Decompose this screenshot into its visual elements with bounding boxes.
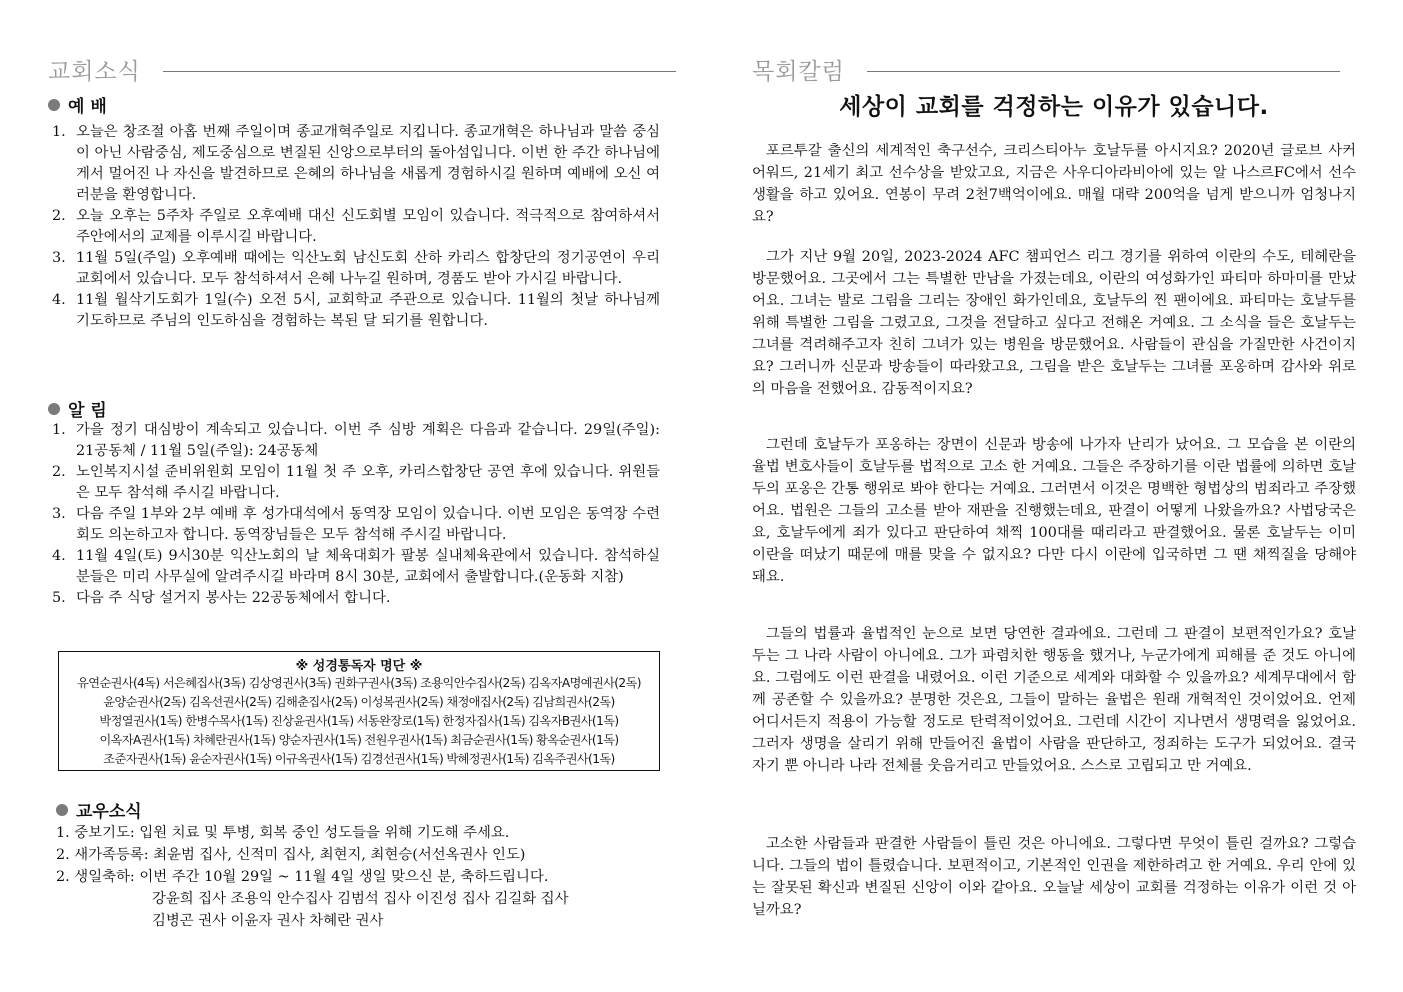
list-item: 1. 중보기도: 입원 치료 및 투병, 회복 중인 성도들을 위해 기도해 주세요. <box>56 825 510 841</box>
bullet-icon <box>56 804 68 816</box>
members-list <box>56 822 660 932</box>
item-number: 2. <box>52 464 66 480</box>
members-heading-label: 교우소식 <box>76 802 142 822</box>
item-text: 11월 월삭기도회가 1일(수) 오전 5시, 교회학교 주관으로 있습니다. 11월의 첫날 하나님께 기도하므로 주님의 인도하심을 경험하는 복된 달 되기를 원합니다. <box>76 292 660 329</box>
list-item <box>48 504 660 546</box>
worship-heading <box>48 92 107 117</box>
item-text: 다음 주일 1부와 2부 예배 후 성가대석에서 동역장 모임이 있습니다. 이번 모임은 동역장 수련회도 의논하고자 합니다. 동역장님들은 모두 참석해 주시길 바랍니다. <box>76 506 660 543</box>
notice-list <box>48 420 660 609</box>
notice-heading <box>48 396 107 421</box>
list-item <box>48 462 660 504</box>
list-item <box>48 122 660 206</box>
birthday-names: 김병곤 권사 이윤자 권사 차혜란 권사 <box>152 913 384 929</box>
column-paragraph: 그들의 법률과 율법적인 눈으로 보면 당연한 결과에요. 그런데 그 판결이 보편적인가요? 호날두는 그 나라 사람이 아니에요. 그가 파렴치한 행동을 했거나, 누군가에게 피해를 준 것도 아니에요. 그럼에도 이런 판결을 내렸어요. 이런 기준으로 세계와 대화할 수 있을까요? 세계무대에서 함께 공존할 수 있을까요? 분명한 것은요, 그들이 말하는 율법은 원래 개혁적인 것이었어요. 언제 어디서든지 적용이 가능할 정도로 탄력적이었어요. 그런데 시간이 지나면서 생명력을 잃었어요. 그러자 생명을 살리기 위해 만들어진 율법이 사람을 판단하고, 정죄하는 도구가 되었어요. 결국 자기 뿐 아니라 나라 전체를 웃음거리고 만들었어요. 스스로 고립되고 만 거예요. <box>752 626 1356 774</box>
header-rule <box>163 71 676 72</box>
item-number: 4. <box>52 548 66 564</box>
header-rule <box>867 71 1340 72</box>
column-paragraph: 고소한 사람들과 판결한 사람들이 틀린 것은 아니에요. 그렇다면 무엇이 틀린 걸까요? 그렇습니다. 그들의 법이 틀렸습니다. 보편적이고, 기본적인 인권을 제한하려고 한 거예요. 우리 안에 있는 잘못된 확신과 변질된 신앙이 이와 같아요. 오늘날 세상이 교회를 걱정하는 이유가 이런 것 아닐까요? <box>752 836 1356 918</box>
item-text: 오늘 오후는 5주차 주일로 오후예배 대신 신도회별 모임이 있습니다. 적극적으로 참여하셔서 주안에서의 교제를 이루시길 바랍니다. <box>76 208 660 245</box>
item-number: 3. <box>52 250 66 266</box>
list-item: 2. 생일축하: 이번 주간 10월 29일 ~ 11월 4일 생일 맞으신 분, 축하드립니다. <box>56 869 549 885</box>
list-item <box>48 546 660 588</box>
item-text: 다음 주 식당 설거지 봉사는 22공동체에서 합니다. <box>76 590 391 606</box>
list-item <box>48 588 660 609</box>
list-item: 2. 새가족등록: 최윤범 집사, 신적미 집사, 최현지, 최현승(서선옥권사 인도) <box>56 847 526 863</box>
pastor-column-title: 목회칼럼 <box>752 58 845 85</box>
bible-reading-box <box>58 651 660 771</box>
list-item <box>48 206 660 248</box>
bullet-icon <box>48 403 60 415</box>
item-text: 오늘은 창조절 아홉 번째 주일이며 종교개혁주일로 지킵니다. 종교개혁은 하나님과 말씀 중심이 아닌 사람중심, 제도중심으로 변질된 신앙으로부터의 돌아섬입니다. 이번 한 주간 하나님에게서 멀어진 나 자신을 발견하므로 은혜의 하나님을 새롭게 경험하시길 원하며 예배에 오신 여러분을 환영합니다. <box>76 124 660 203</box>
item-number: 1. <box>52 124 66 140</box>
column-paragraph: 포르투갈 출신의 세계적인 축구선수, 크리스티아누 호날두를 아시지요? 2020년 글로브 사커 어워드, 21세기 최고 선수상을 받았고요, 지금은 사우디아라비아에 있는 알 나스르FC에서 선수생활을 하고 있어요. 연봉이 무려 2천7백억이에요. 매월 대략 200억을 넘게 받으니까 엄청나지요? <box>752 143 1356 225</box>
church-news-title: 교회소식 <box>48 58 141 85</box>
list-item <box>48 420 660 462</box>
item-text: 11월 4일(토) 9시30분 익산노회의 날 체육대회가 팔봉 실내체육관에서 있습니다. 참석하실 분들은 미리 사무실에 알려주시길 바라며 8시 30분, 교회에서 출발합니다.(운동화 지참) <box>76 548 660 585</box>
worship-heading-label: 예 배 <box>68 97 107 117</box>
item-text: 가을 정기 대심방이 계속되고 있습니다. 이번 주 심방 계획은 다음과 같습니다. 29일(주일): 21공동체 / 11월 5일(주일): 24공동체 <box>76 422 660 459</box>
birthday-names: 강윤희 집사 조용익 안수집사 김범석 집사 이진성 집사 김길화 집사 <box>152 891 569 907</box>
bible-box-line: 이옥자A권사(1독) 차혜란권사(1독) 양순자권사(1독) 전원우권사(1독) 최금순권사(1독) 황옥순권사(1독) <box>99 733 619 747</box>
list-item <box>48 248 660 290</box>
item-number: 2. <box>52 208 66 224</box>
item-number: 1. <box>52 422 66 438</box>
notice-heading-label: 알 림 <box>68 401 107 421</box>
column-headline: 세상이 교회를 걱정하는 이유가 있습니다. <box>839 94 1269 120</box>
church-news-header <box>48 52 676 86</box>
worship-list <box>48 122 660 332</box>
bible-box-line: 유연순권사(4독) 서은혜집사(3독) 김상영권사(3독) 권화구권사(3독) 조용익안수집사(2독) 김옥자A명예권사(2독) <box>77 676 641 690</box>
column-paragraph: 그가 지난 9월 20일, 2023-2024 AFC 챔피언스 리그 경기를 위하여 이란의 수도, 테헤란을 방문했어요. 그곳에서 그는 특별한 만남을 가졌는데요, 이란의 여성화가인 파티마 하마미를 만났어요. 그녀는 발로 그림을 그리는 장애인 화가인데요, 호날두의 찐 팬이에요. 파티마는 호날두를 위해 특별한 그림을 그렸고요, 그것을 전달하고 싶다고 전해온 거예요. 그 소식을 들은 호날두는 그녀를 격려해주고자 친히 그녀가 있는 병원을 방문했어요. 사람들이 관심을 가질만한 사건이지요? 그러니까 신문과 방송들이 따라왔고요, 그림을 받은 호날두는 그녀를 포옹하며 감사와 위로의 마음을 전했어요. 감동적이지요? <box>752 249 1357 397</box>
list-item <box>48 290 660 332</box>
members-heading <box>56 797 142 822</box>
column-paragraph: 그런데 호날두가 포옹하는 장면이 신문과 방송에 나가자 난리가 났어요. 그 모습을 본 이란의 율법 변호사들이 호날두를 법적으로 고소 한 거예요. 그들은 주장하기를 이란 법률에 의하면 호날두의 포옹은 간통 행위로 봐야 한다는 거예요. 그러면서 이것은 명백한 형법상의 범죄라고 주장했어요. 법원은 그들의 고소를 받아 재판을 진행했는데요, 판결이 어떻게 나왔을까요? 사법당국은요, 호날두에게 죄가 있다고 판단하여 채찍 100대를 때리라고 판결했어요. 물론 호날두는 이미 이란을 떠났기 때문에 매를 맞을 수 없지요? 다만 다시 이란에 입국하면 그 땐 채찍질을 당해야 돼요. <box>752 437 1356 585</box>
pastor-column-header <box>752 52 1340 86</box>
item-text: 노인복지시설 준비위원회 모임이 11월 첫 주 오후, 카리스합창단 공연 후에 있습니다. 위원들은 모두 참석해 주시길 바랍니다. <box>76 464 660 501</box>
bible-box-line: 윤양순권사(2독) 김옥선권사(2독) 김해춘집사(2독) 이성복권사(2독) 채정애집사(2독) 김남희권사(2독) <box>103 695 615 709</box>
item-number: 3. <box>52 506 66 522</box>
item-number: 5. <box>52 590 66 606</box>
bullet-icon <box>48 99 60 111</box>
bible-box-line: 조준자권사(1독) 윤순자권사(1독) 이규옥권사(1독) 김경선권사(1독) 박혜정권사(1독) 김옥주권사(1독) <box>103 752 615 766</box>
bible-box-line: 박정열권사(1독) 한병수목사(1독) 진상윤권사(1독) 서동완장로(1독) 한정자집사(1독) 김옥자B권사(1독) <box>99 714 619 728</box>
item-text: 11월 5일(주일) 오후예배 때에는 익산노회 남신도회 산하 카리스 합창단의 정기공연이 우리교회에서 있습니다. 모두 참석하셔서 은혜 나누길 원하며, 경품도 받아 가시길 바랍니다. <box>76 250 660 287</box>
item-number: 4. <box>52 292 66 308</box>
bible-box-title: ※ 성경통독자 명단 ※ <box>295 659 423 674</box>
